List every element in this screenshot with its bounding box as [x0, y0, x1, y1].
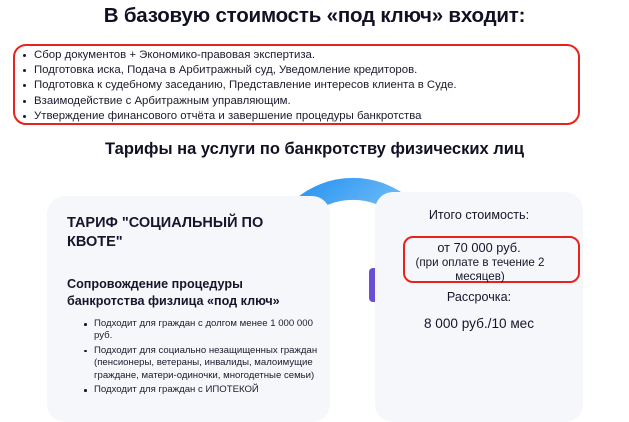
total-price-note: (при оплате в течение 2 месяцев) — [415, 256, 545, 283]
list-item: Сбор документов + Экономико-правовая экспертиза. — [22, 48, 582, 63]
tariff-card — [47, 196, 330, 422]
page-title: В базовую стоимость «под ключ» входит: — [103, 4, 526, 27]
tariff-subtitle: Сопровождение процедуры банкротства физлица «под ключ» — [67, 277, 280, 308]
list-item: Утверждение финансового отчёта и завершение процедуры банкротства — [22, 109, 582, 124]
total-price-value: от 70 000 руб. — [437, 240, 521, 255]
installment-label: Рассрочка: — [446, 290, 512, 304]
list-item: Подходит для граждан с долгом менее 1 000 000 руб. — [83, 318, 318, 343]
included-services-list — [22, 48, 582, 124]
installment-value: 8 000 руб./10 мес — [423, 316, 535, 331]
tariff-feature-list — [83, 318, 318, 398]
tariff-name: ТАРИФ "СОЦИАЛЬНЫЙ ПО КВОТЕ" — [67, 215, 264, 250]
list-item: Подготовка иска, Подача в Арбитражный суд, Уведомление кредиторов. — [22, 63, 582, 78]
price-card — [375, 192, 583, 422]
list-item: Подготовка к судебному заседанию, Представление интересов клиента в Суде. — [22, 78, 582, 93]
total-price-label: Итого стоимость: — [428, 208, 530, 222]
list-item: Подходит для граждан с ИПОТЕКОЙ — [83, 384, 318, 396]
section-title: Тарифы на услуги по банкротству физических лиц — [104, 140, 525, 158]
list-item: Взаимодействие с Арбитражным управляющим. — [22, 94, 582, 109]
list-item: Подходит для социально незащищенных граждан (пенсионеры, ветераны, инвалиды, малоимущие граждане, матери-одиночки, многодетные семьи) — [83, 345, 318, 382]
